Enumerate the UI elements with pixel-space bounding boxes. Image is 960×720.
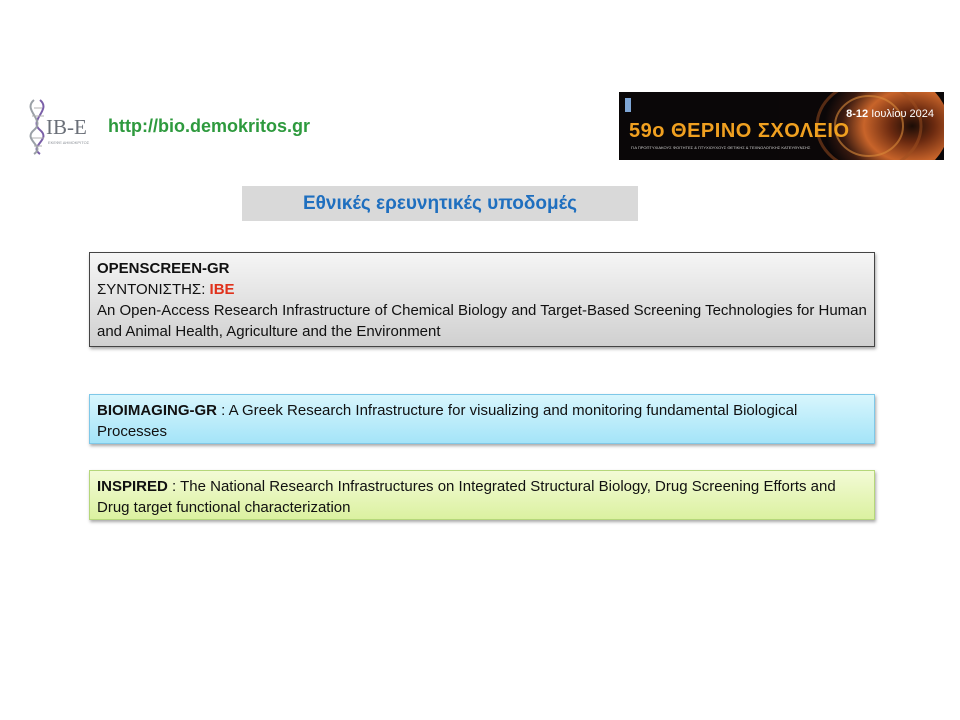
infrastructure-box-bioimaging — [89, 394, 875, 444]
infrastructure-description: An Open-Access Research Infrastructure of Chemical Biology and Target-Based Screening Technologies for Human and Animal Health, Agriculture and the Environment — [97, 302, 867, 340]
website-url-link[interactable]: http://bio.demokritos.gr — [108, 116, 310, 136]
infrastructure-name: INSPIRED — [97, 478, 168, 495]
section-title: Εθνικές ερευνητικές υποδομές — [242, 186, 638, 221]
banner-dates: 8-12 Ιουλίου 2024 — [846, 108, 934, 120]
infrastructure-box-openscreen — [89, 252, 875, 347]
banner-title: 59ο ΘΕΡΙΝΟ ΣΧΟΛΕΙΟ — [629, 120, 850, 142]
infrastructure-box-inspired — [89, 470, 875, 520]
infrastructure-name: BIOIMAGING-GR — [97, 402, 217, 419]
infrastructure-description: : The National Research Infrastructures on Integrated Structural Biology, Drug Screening Efforts and Drug target functional characterization — [97, 478, 836, 516]
coordinator-line — [97, 279, 867, 300]
dna-helix-icon — [26, 96, 104, 156]
infrastructure-description: : A Greek Research Infrastructure for visualizing and monitoring fundamental Biological Processes — [97, 402, 798, 440]
logo-subtext: ΕΚΕΦΕ ΔΗΜΟΚΡΙΤΟΣ — [48, 140, 90, 145]
coordinator-label: ΣΥΝΤΟΝΙΣΤΗΣ: — [97, 281, 210, 298]
infrastructure-name: OPENSCREEN-GR — [97, 260, 230, 277]
logo-wordmark: IB-E — [46, 115, 87, 139]
institute-logo-icon — [625, 98, 631, 112]
ibe-logo — [26, 96, 104, 156]
banner-subtitle: ΓΙΑ ΠΡΟΠΤΥΧΙΑΚΟΥΣ ΦΟΙΤΗΤΕΣ & ΠΤΥΧΙΟΥΧΟΥΣ ΘΕΤΙΚΗΣ & ΤΕΧΝΟΛΟΓΙΚΗΣ ΚΑΤΕΥΘΥΝΣΗΣ — [631, 145, 811, 150]
coordinator-name: IBE — [209, 281, 235, 298]
summer-school-banner[interactable] — [619, 92, 944, 160]
